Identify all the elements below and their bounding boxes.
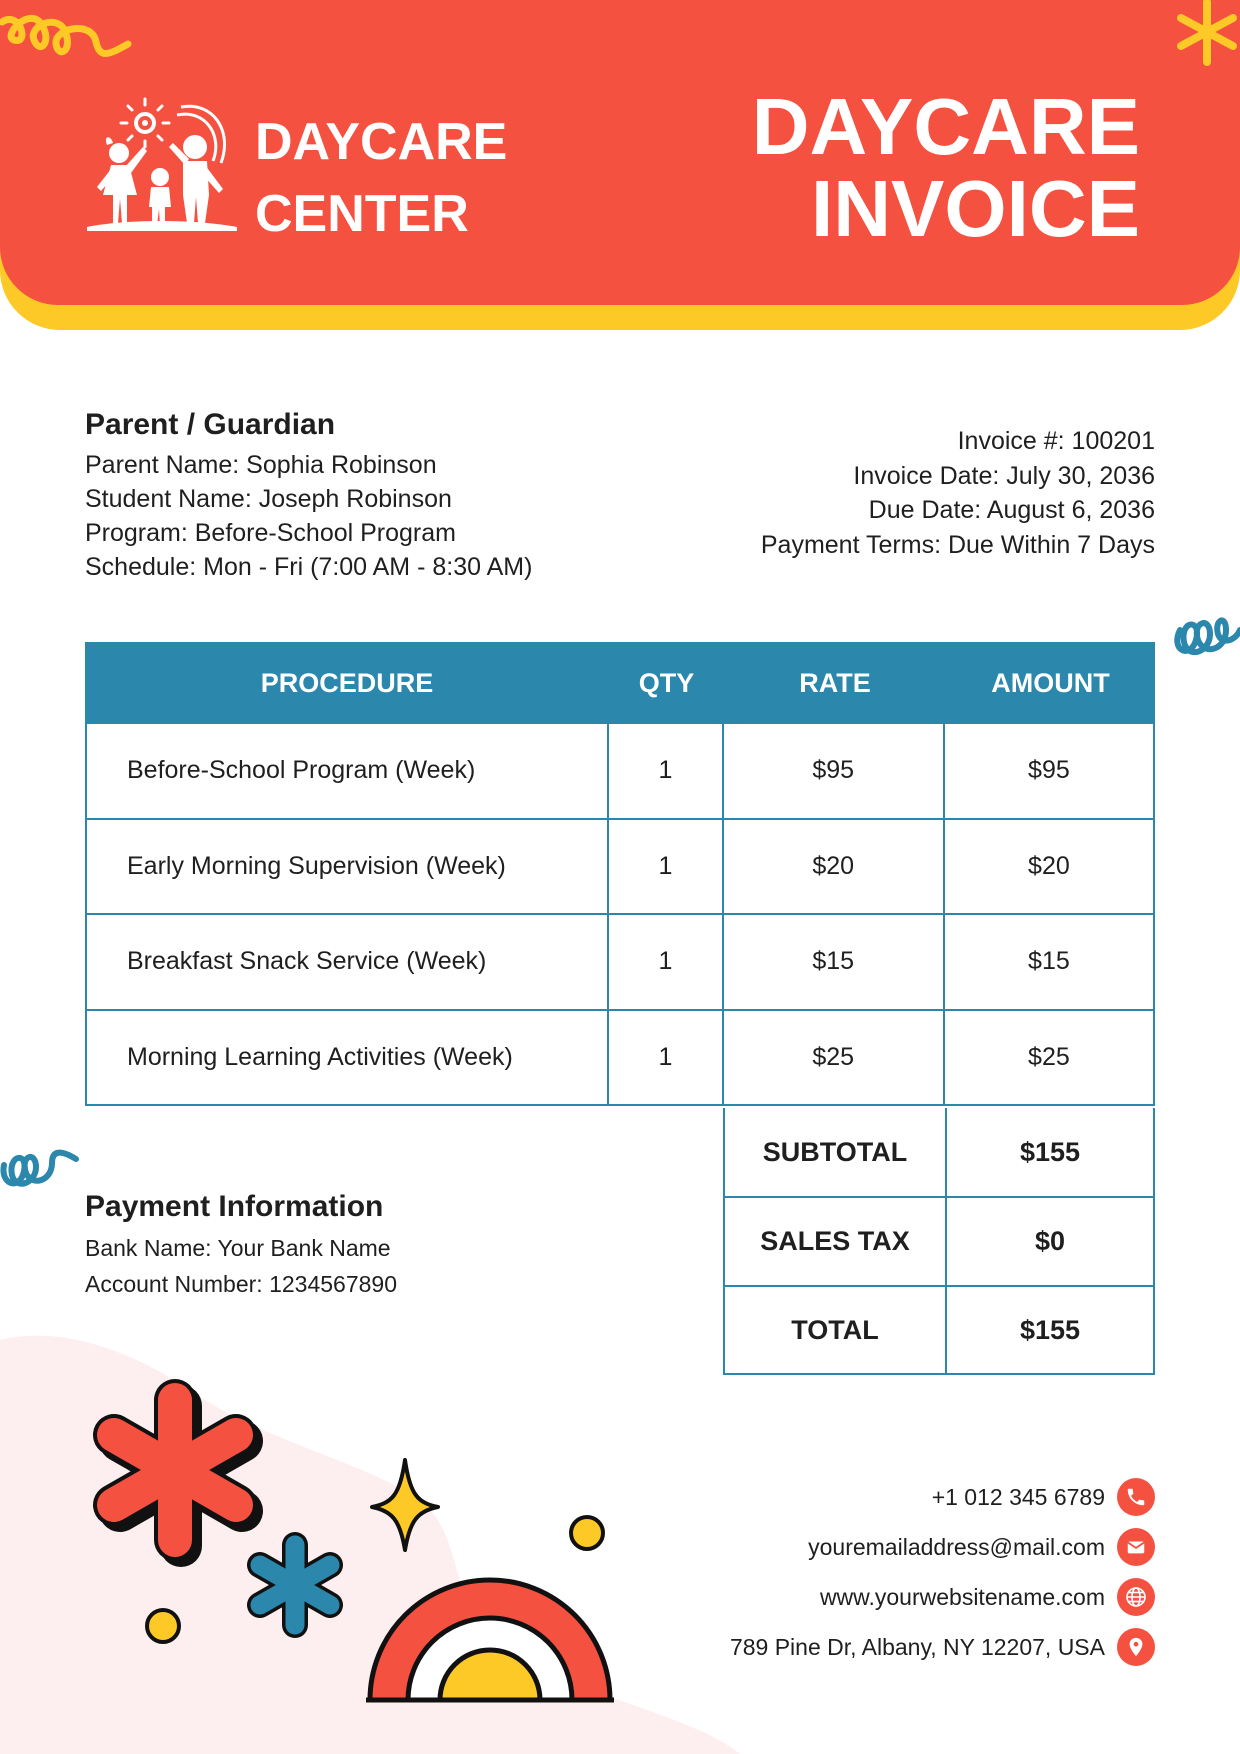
- invoice-details: [761, 424, 1155, 562]
- brand-name: [255, 106, 507, 250]
- col-qty: QTY: [638, 667, 695, 698]
- location-icon: [1117, 1628, 1155, 1666]
- globe-icon: [1117, 1578, 1155, 1616]
- contact-address: [595, 1625, 1155, 1669]
- contact-email: [595, 1525, 1155, 1569]
- cell-qty: 1: [609, 724, 724, 818]
- guardian-line: Parent Name: Sophia Robinson: [85, 451, 437, 479]
- subtotal-value: $155: [1019, 1136, 1081, 1167]
- sales-tax-value: $0: [1034, 1226, 1065, 1256]
- bank-name: Bank Name: Your Bank Name: [85, 1235, 391, 1261]
- invoice-number: Invoice #: 100201: [957, 427, 1155, 455]
- cell-rate: $25: [724, 1011, 945, 1105]
- brand-line-1: DAYCARE: [255, 113, 508, 171]
- cell-procedure: Early Morning Supervision (Week): [87, 820, 609, 914]
- total-row: [723, 1287, 1155, 1375]
- asterisk-decoration: [1175, 0, 1240, 70]
- phone-text: +1 012 345 6789: [931, 1483, 1105, 1510]
- kids-logo-icon: [85, 95, 240, 235]
- subtotal-row: [723, 1108, 1155, 1198]
- cell-amount: $20: [1028, 851, 1070, 880]
- invoice-date: Invoice Date: July 30, 2036: [853, 461, 1155, 490]
- guardian-line: Schedule: Mon - Fri (7:00 AM - 8:30 AM): [85, 553, 533, 581]
- payment-terms: Payment Terms: Due Within 7 Days: [760, 530, 1155, 559]
- col-amount: AMOUNT: [991, 667, 1110, 698]
- guardian-line: Student Name: Joseph Robinson: [85, 485, 452, 513]
- squiggle-decoration: [0, 1125, 80, 1195]
- cell-amount: $25: [1028, 1042, 1070, 1071]
- cell-procedure: Morning Learning Activities (Week): [87, 1011, 609, 1105]
- guardian-heading: Parent / Guardian: [85, 408, 336, 441]
- payment-info: [85, 1190, 397, 1302]
- cell-qty: 1: [609, 1011, 724, 1105]
- table-row: [85, 724, 1155, 820]
- cell-amount: $15: [1028, 947, 1070, 976]
- address-text: 789 Pine Dr, Albany, NY 12207, USA: [729, 1633, 1105, 1660]
- invoice-title: [751, 82, 1140, 253]
- cell-rate: $15: [724, 915, 945, 1009]
- cell-amount: $95: [1028, 756, 1070, 785]
- subtotal-label: SUBTOTAL: [725, 1108, 947, 1196]
- table-row: [85, 915, 1155, 1011]
- cell-qty: 1: [609, 820, 724, 914]
- website-text: www.yourwebsitename.com: [819, 1583, 1105, 1610]
- brand-line-2: CENTER: [255, 185, 469, 243]
- table-row: [85, 820, 1155, 916]
- contact-website: [595, 1575, 1155, 1619]
- total-value: $155: [1019, 1314, 1081, 1345]
- squiggle-decoration: [1170, 590, 1240, 660]
- col-rate: RATE: [799, 667, 871, 698]
- phone-icon: [1117, 1478, 1155, 1516]
- decorative-illustration: [80, 1370, 640, 1710]
- email-icon: [1117, 1528, 1155, 1566]
- contact-info: [595, 1475, 1155, 1675]
- contact-phone: [595, 1475, 1155, 1519]
- procedure-table: [85, 642, 1155, 1106]
- col-procedure: PROCEDURE: [260, 667, 434, 698]
- table-row: [85, 1011, 1155, 1107]
- total-label: TOTAL: [725, 1287, 947, 1373]
- sales-tax-row: [723, 1198, 1155, 1287]
- email-text: youremailaddress@mail.com: [808, 1533, 1105, 1560]
- table-header: [85, 642, 1155, 724]
- guardian-block: [85, 408, 532, 584]
- cell-qty: 1: [609, 915, 724, 1009]
- guardian-line: Program: Before-School Program: [85, 519, 456, 547]
- due-date: Due Date: August 6, 2036: [868, 496, 1155, 524]
- totals-table: [723, 1108, 1155, 1375]
- account-number: Account Number: 1234567890: [85, 1271, 397, 1297]
- cell-procedure: Breakfast Snack Service (Week): [87, 915, 609, 1009]
- cell-procedure: Before-School Program (Week): [87, 724, 609, 818]
- sales-tax-label: SALES TAX: [725, 1198, 947, 1285]
- squiggle-decoration: [0, 0, 140, 70]
- payment-heading: Payment Information: [85, 1190, 384, 1223]
- title-line-1: DAYCARE: [751, 82, 1140, 171]
- title-line-2: INVOICE: [811, 164, 1140, 253]
- cell-rate: $95: [724, 724, 945, 818]
- cell-rate: $20: [724, 820, 945, 914]
